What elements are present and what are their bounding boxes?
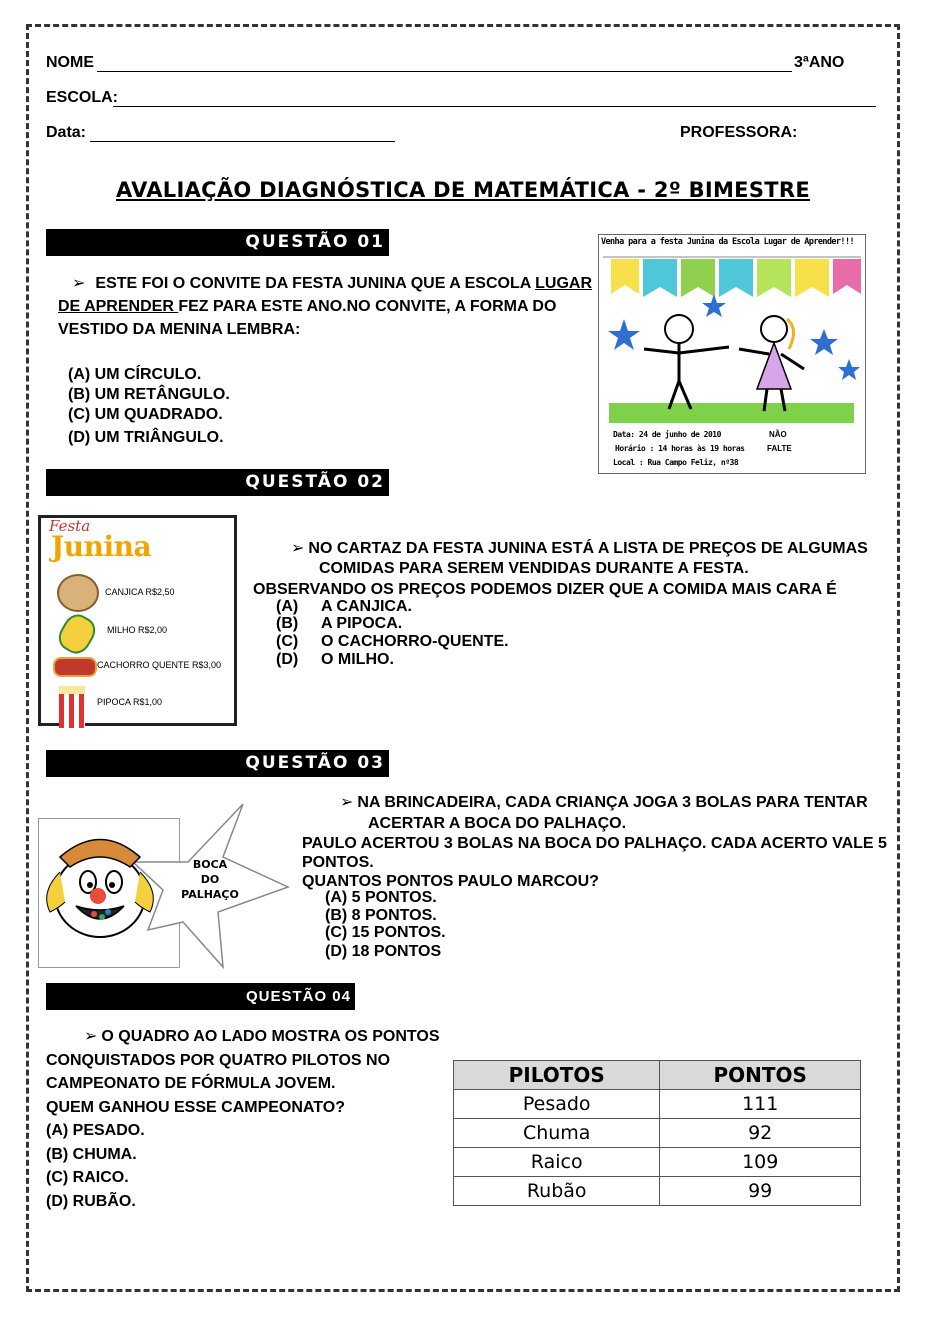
invitation-date: Data: 24 de junho de 2010 — [613, 430, 721, 439]
page-title: AVALIAÇÃO DIAGNÓSTICA DE MATEMÁTICA - 2º BIMESTRE — [115, 178, 810, 202]
date-label: Data: — [46, 124, 87, 141]
question-02-option-a[interactable]: (A) A CANJICA. — [276, 598, 412, 615]
table-cell: Rubão — [454, 1177, 660, 1206]
question-02-header: QUESTÃO 02 — [46, 469, 389, 496]
star-caption: BOCA DO PALHAÇO — [181, 858, 239, 901]
grade-label: 3ªANO — [794, 54, 845, 71]
question-02-option-d[interactable]: (D) O MILHO. — [276, 651, 394, 668]
table-row — [454, 1090, 861, 1119]
school-line[interactable] — [113, 106, 876, 107]
question-03-option-c[interactable]: (C) 15 PONTOS. — [325, 924, 446, 941]
question-04-header: QUESTÃO 04 — [46, 983, 355, 1010]
school-label: ESCOLA: — [46, 89, 118, 106]
table-row — [454, 1177, 861, 1206]
party-invitation-image — [598, 234, 866, 474]
name-line[interactable] — [97, 71, 792, 72]
table-cell: Chuma — [454, 1119, 660, 1148]
canjica-icon — [57, 574, 99, 612]
table-cell: 92 — [660, 1119, 861, 1148]
pilots-points-table — [453, 1060, 861, 1206]
invitation-place: Local : Rua Campo Feliz, nº38 — [613, 458, 739, 467]
question-02-option-b[interactable]: (B) A PIPOCA. — [276, 615, 403, 632]
question-03-header: QUESTÃO 03 — [46, 750, 389, 777]
question-04-option-d[interactable]: (D) RUBÃO. — [46, 1192, 136, 1210]
question-03-option-a[interactable]: (A) 5 PONTOS. — [325, 889, 437, 906]
question-01-option-a[interactable]: (A) UM CÍRCULO. — [68, 366, 202, 383]
table-header: PONTOS — [660, 1061, 861, 1090]
teacher-label: PROFESSORA: — [680, 124, 798, 141]
question-04-option-a[interactable]: (A) PESADO. — [46, 1122, 145, 1139]
arrow-bullet-icon: ➢ — [84, 1028, 98, 1045]
question-01-option-b[interactable]: (B) UM RETÂNGULO. — [68, 386, 230, 403]
poster-junina: Junina — [51, 530, 152, 563]
question-02-text: ➢ NO CARTAZ DA FESTA JUNINA ESTÁ A LISTA DE PREÇOS DE ALGUMAS COMIDAS PARA SEREM VENDIDAS DURANTE A FESTA. — [291, 540, 868, 577]
question-01-option-c[interactable]: (C) UM QUADRADO. — [68, 406, 223, 423]
invitation-time: Horário : 14 horas às 19 horas — [615, 444, 745, 453]
invitation-no: NÃO — [769, 430, 787, 439]
poster-item-cachorro: CACHORRO QUENTE R$3,00 — [97, 660, 222, 670]
question-02-option-c[interactable]: (C) O CACHORRO-QUENTE. — [276, 633, 509, 650]
clown-game-image — [38, 802, 298, 970]
table-cell: Raico — [454, 1148, 660, 1177]
table-header: PILOTOS — [454, 1061, 660, 1090]
arrow-bullet-icon: ➢ — [72, 275, 86, 292]
table-cell: 109 — [660, 1148, 861, 1177]
table-cell: 99 — [660, 1177, 861, 1206]
poster-item-canjica: CANJICA R$2,50 — [105, 587, 175, 597]
arrow-bullet-icon: ➢ — [340, 794, 354, 811]
table-row — [454, 1119, 861, 1148]
poster-festa: Festa — [49, 517, 91, 535]
invitation-headline: Venha para a festa Junina da Escola Lugar de Aprender!!! — [601, 237, 854, 247]
table-cell: 111 — [660, 1090, 861, 1119]
popcorn-icon — [59, 686, 85, 728]
question-03-text: ➢ NA BRINCADEIRA, CADA CRIANÇA JOGA 3 BOLAS PARA TENTAR ACERTAR A BOCA DO PALHAÇO. — [340, 794, 868, 832]
question-04-option-c[interactable]: (C) RAICO. — [46, 1169, 129, 1186]
question-01-text: ➢ ESTE FOI O CONVITE DA FESTA JUNINA QUE A ESCOLA LUGAR DE APRENDER FEZ PARA ESTE ANO.NO CONVITE, A FORMA DO VESTIDO DA MENINA LEMBRA: — [58, 272, 598, 341]
table-cell: Pesado — [454, 1090, 660, 1119]
question-01-option-d[interactable]: (D) UM TRIÂNGULO. — [68, 429, 224, 446]
table-header-row — [454, 1061, 861, 1090]
clown-star-drawing — [38, 802, 298, 970]
invitation-drawing — [599, 249, 864, 444]
question-03-option-b[interactable]: (B) 8 PONTOS. — [325, 907, 437, 924]
table-row — [454, 1148, 861, 1177]
poster-item-milho: MILHO R$2,00 — [107, 625, 168, 635]
poster-item-pipoca: PIPOCA R$1,00 — [97, 697, 163, 707]
arrow-bullet-icon: ➢ — [291, 540, 305, 557]
invitation-miss: FALTE — [767, 444, 792, 453]
corn-icon — [54, 610, 101, 659]
question-02-prompt: OBSERVANDO OS PREÇOS PODEMOS DIZER QUE A COMIDA MAIS CARA É — [253, 581, 837, 598]
question-03-option-d[interactable]: (D) 18 PONTOS — [325, 943, 442, 960]
question-01-header: QUESTÃO 01 — [46, 229, 389, 256]
hotdog-icon — [53, 657, 97, 677]
name-label: NOME — [46, 54, 94, 71]
question-04-option-b[interactable]: (B) CHUMA. — [46, 1145, 137, 1163]
question-03-prompt: PAULO ACERTOU 3 BOLAS NA BOCA DO PALHAÇO. CADA ACERTO VALE 5 PONTOS. QUANTOS PONTOS PAULO MARCOU? — [302, 835, 887, 890]
date-line[interactable] — [90, 141, 395, 142]
price-poster-image — [38, 515, 237, 726]
question-04-text: ➢ O QUADRO AO LADO MOSTRA OS PONTOS CONQUISTADOS POR QUATRO PILOTOS NO CAMPEONATO DE FÓRMULA JOVEM. QUEM GANHOU ESSE CAMPEONATO? (A) PESADO. (B) CHUMA. (C) RAICO. (D) RUBÃO. — [46, 1025, 440, 1213]
